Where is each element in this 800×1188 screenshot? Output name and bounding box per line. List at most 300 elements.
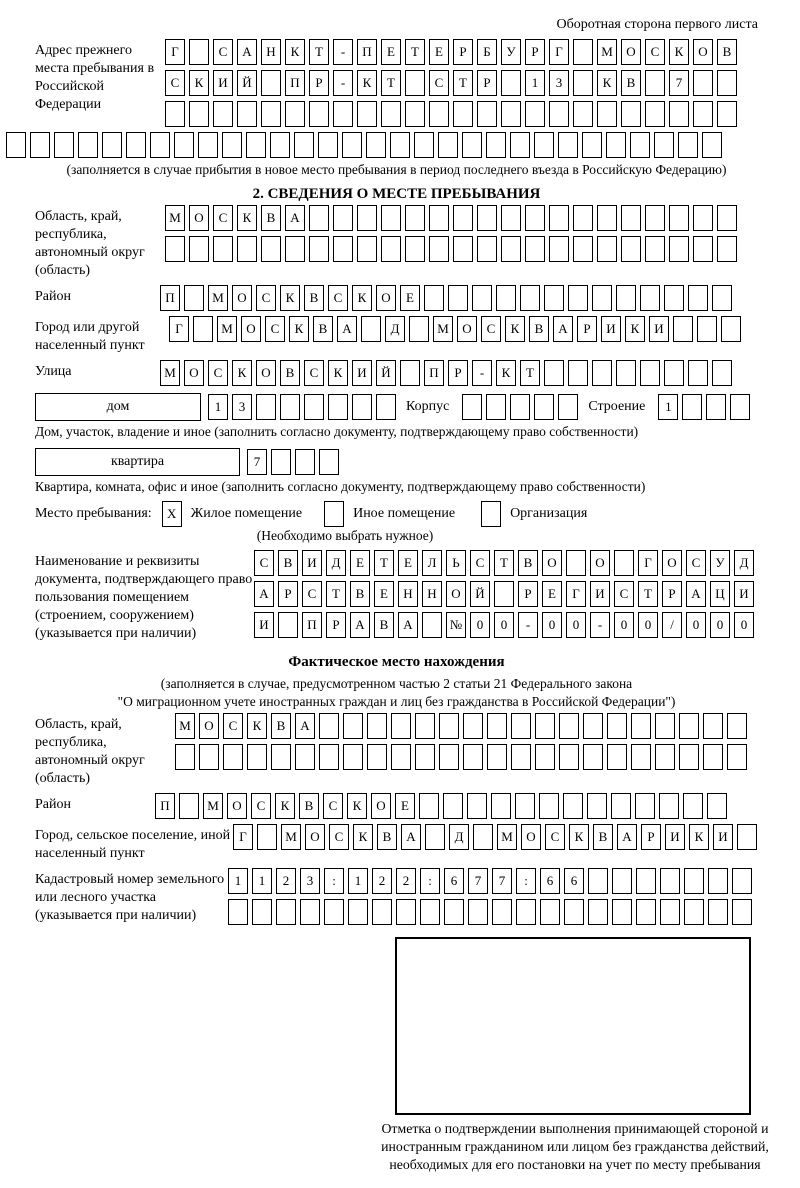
char-cell[interactable]	[558, 394, 578, 420]
char-cell[interactable]: Т	[638, 581, 658, 607]
char-cell[interactable]: Д	[326, 550, 346, 576]
char-cell[interactable]: С	[304, 360, 324, 386]
char-cell[interactable]	[655, 713, 675, 739]
checkbox-organization[interactable]	[481, 501, 501, 527]
char-cell[interactable]: Д	[449, 824, 469, 850]
char-cell[interactable]	[189, 39, 209, 65]
char-cell[interactable]	[333, 236, 353, 262]
char-cell[interactable]: С	[328, 285, 348, 311]
char-cell[interactable]: Д	[734, 550, 754, 576]
char-cell[interactable]	[352, 394, 372, 420]
char-cell[interactable]: К	[280, 285, 300, 311]
char-cell[interactable]: К	[689, 824, 709, 850]
char-cell[interactable]: И	[601, 316, 621, 342]
char-cell[interactable]: К	[328, 360, 348, 386]
char-cell[interactable]: Р	[448, 360, 468, 386]
char-cell[interactable]	[525, 101, 545, 127]
char-cell[interactable]: М	[175, 713, 195, 739]
char-cell[interactable]	[697, 316, 717, 342]
char-cell[interactable]: -	[333, 70, 353, 96]
char-cell[interactable]: 1	[525, 70, 545, 96]
char-cell[interactable]	[422, 612, 442, 638]
char-cell[interactable]: В	[304, 285, 324, 311]
char-cell[interactable]: С	[165, 70, 185, 96]
char-cell[interactable]	[703, 744, 723, 770]
char-cell[interactable]	[693, 70, 713, 96]
char-cell[interactable]	[510, 394, 530, 420]
char-cell[interactable]: С	[429, 70, 449, 96]
char-cell[interactable]	[486, 132, 506, 158]
char-cell[interactable]: И	[649, 316, 669, 342]
char-cell[interactable]: 1	[348, 868, 368, 894]
char-cell[interactable]	[544, 285, 564, 311]
char-cell[interactable]	[78, 132, 98, 158]
char-cell[interactable]	[213, 101, 233, 127]
char-cell[interactable]	[597, 236, 617, 262]
char-cell[interactable]: С	[323, 793, 343, 819]
char-cell[interactable]	[199, 744, 219, 770]
char-cell[interactable]	[540, 899, 560, 925]
char-cell[interactable]	[708, 899, 728, 925]
char-cell[interactable]: П	[285, 70, 305, 96]
char-cell[interactable]	[319, 744, 339, 770]
char-cell[interactable]: 7	[468, 868, 488, 894]
char-cell[interactable]	[688, 360, 708, 386]
char-cell[interactable]	[175, 744, 195, 770]
char-cell[interactable]: 6	[540, 868, 560, 894]
char-cell[interactable]	[486, 394, 506, 420]
char-cell[interactable]: А	[295, 713, 315, 739]
char-cell[interactable]: У	[710, 550, 730, 576]
char-cell[interactable]: И	[665, 824, 685, 850]
char-cell[interactable]: В	[593, 824, 613, 850]
char-cell[interactable]	[534, 394, 554, 420]
char-cell[interactable]: М	[497, 824, 517, 850]
char-cell[interactable]: :	[516, 868, 536, 894]
char-cell[interactable]: Л	[422, 550, 442, 576]
char-cell[interactable]: О	[457, 316, 477, 342]
char-cell[interactable]	[703, 713, 723, 739]
char-cell[interactable]: Е	[374, 581, 394, 607]
char-cell[interactable]	[261, 236, 281, 262]
char-cell[interactable]: К	[669, 39, 689, 65]
char-cell[interactable]	[679, 713, 699, 739]
char-cell[interactable]	[419, 793, 439, 819]
char-cell[interactable]	[683, 793, 703, 819]
char-cell[interactable]: Г	[638, 550, 658, 576]
char-cell[interactable]: Р	[278, 581, 298, 607]
char-cell[interactable]: С	[686, 550, 706, 576]
char-cell[interactable]: В	[280, 360, 300, 386]
char-cell[interactable]	[573, 101, 593, 127]
char-cell[interactable]: Й	[237, 70, 257, 96]
char-cell[interactable]	[678, 132, 698, 158]
char-cell[interactable]: И	[254, 612, 274, 638]
char-cell[interactable]	[189, 101, 209, 127]
char-cell[interactable]: К	[352, 285, 372, 311]
char-cell[interactable]	[707, 793, 727, 819]
char-cell[interactable]	[381, 205, 401, 231]
char-cell[interactable]	[271, 744, 291, 770]
char-cell[interactable]: К	[237, 205, 257, 231]
char-cell[interactable]	[559, 713, 579, 739]
char-cell[interactable]: Н	[422, 581, 442, 607]
char-cell[interactable]	[525, 236, 545, 262]
char-cell[interactable]: 3	[549, 70, 569, 96]
char-cell[interactable]	[616, 285, 636, 311]
char-cell[interactable]: В	[518, 550, 538, 576]
char-cell[interactable]: К	[597, 70, 617, 96]
char-cell[interactable]	[463, 713, 483, 739]
char-cell[interactable]	[535, 744, 555, 770]
char-cell[interactable]	[664, 360, 684, 386]
char-cell[interactable]	[645, 70, 665, 96]
char-cell[interactable]: И	[213, 70, 233, 96]
char-cell[interactable]	[688, 285, 708, 311]
char-cell[interactable]	[462, 394, 482, 420]
char-cell[interactable]	[367, 744, 387, 770]
char-cell[interactable]	[429, 236, 449, 262]
char-cell[interactable]: Т	[381, 70, 401, 96]
char-cell[interactable]	[682, 394, 702, 420]
char-cell[interactable]: С	[256, 285, 276, 311]
char-cell[interactable]: П	[302, 612, 322, 638]
char-cell[interactable]	[592, 285, 612, 311]
char-cell[interactable]	[278, 612, 298, 638]
char-cell[interactable]	[405, 70, 425, 96]
char-cell[interactable]	[252, 899, 272, 925]
char-cell[interactable]: 3	[232, 394, 252, 420]
char-cell[interactable]	[429, 205, 449, 231]
char-cell[interactable]: С	[254, 550, 274, 576]
char-cell[interactable]: Р	[518, 581, 538, 607]
char-cell[interactable]: К	[569, 824, 589, 850]
char-cell[interactable]	[717, 101, 737, 127]
char-cell[interactable]	[174, 132, 194, 158]
char-cell[interactable]: Р	[577, 316, 597, 342]
char-cell[interactable]: 0	[566, 612, 586, 638]
char-cell[interactable]: В	[717, 39, 737, 65]
char-cell[interactable]	[737, 824, 757, 850]
char-cell[interactable]: К	[353, 824, 373, 850]
char-cell[interactable]	[361, 316, 381, 342]
char-cell[interactable]: Е	[395, 793, 415, 819]
char-cell[interactable]: /	[662, 612, 682, 638]
char-cell[interactable]: О	[256, 360, 276, 386]
char-cell[interactable]	[573, 39, 593, 65]
char-cell[interactable]	[409, 316, 429, 342]
char-cell[interactable]	[453, 205, 473, 231]
char-cell[interactable]	[564, 899, 584, 925]
char-cell[interactable]	[511, 744, 531, 770]
char-cell[interactable]: 7	[669, 70, 689, 96]
char-cell[interactable]: Г	[549, 39, 569, 65]
char-cell[interactable]: 1	[228, 868, 248, 894]
char-cell[interactable]	[573, 70, 593, 96]
char-cell[interactable]	[645, 205, 665, 231]
char-cell[interactable]	[444, 899, 464, 925]
char-cell[interactable]: Е	[400, 285, 420, 311]
char-cell[interactable]: Г	[169, 316, 189, 342]
char-cell[interactable]: О	[590, 550, 610, 576]
char-cell[interactable]	[588, 868, 608, 894]
char-cell[interactable]	[727, 713, 747, 739]
char-cell[interactable]	[559, 744, 579, 770]
char-cell[interactable]: С	[481, 316, 501, 342]
char-cell[interactable]: -	[333, 39, 353, 65]
char-cell[interactable]: Н	[261, 39, 281, 65]
char-cell[interactable]: М	[597, 39, 617, 65]
char-cell[interactable]	[539, 793, 559, 819]
char-cell[interactable]	[126, 132, 146, 158]
char-cell[interactable]: И	[713, 824, 733, 850]
char-cell[interactable]	[228, 899, 248, 925]
char-cell[interactable]	[237, 236, 257, 262]
char-cell[interactable]	[510, 132, 530, 158]
char-cell[interactable]	[257, 824, 277, 850]
char-cell[interactable]: Г	[566, 581, 586, 607]
char-cell[interactable]	[712, 285, 732, 311]
char-cell[interactable]: О	[693, 39, 713, 65]
char-cell[interactable]	[472, 285, 492, 311]
char-cell[interactable]	[727, 744, 747, 770]
char-cell[interactable]	[439, 713, 459, 739]
char-cell[interactable]: В	[350, 581, 370, 607]
char-cell[interactable]	[645, 101, 665, 127]
char-cell[interactable]	[462, 132, 482, 158]
char-cell[interactable]: О	[371, 793, 391, 819]
char-cell[interactable]	[165, 236, 185, 262]
char-cell[interactable]	[702, 132, 722, 158]
char-cell[interactable]: Р	[641, 824, 661, 850]
char-cell[interactable]	[496, 285, 516, 311]
char-cell[interactable]: О	[184, 360, 204, 386]
char-cell[interactable]: О	[376, 285, 396, 311]
char-cell[interactable]: А	[237, 39, 257, 65]
char-cell[interactable]: 2	[396, 868, 416, 894]
char-cell[interactable]: Р	[525, 39, 545, 65]
char-cell[interactable]	[165, 101, 185, 127]
char-cell[interactable]	[612, 868, 632, 894]
char-cell[interactable]: В	[271, 713, 291, 739]
char-cell[interactable]: В	[299, 793, 319, 819]
char-cell[interactable]	[684, 899, 704, 925]
char-cell[interactable]	[285, 101, 305, 127]
char-cell[interactable]: С	[302, 581, 322, 607]
char-cell[interactable]: К	[347, 793, 367, 819]
char-cell[interactable]	[261, 70, 281, 96]
char-cell[interactable]	[635, 793, 655, 819]
char-cell[interactable]: О	[241, 316, 261, 342]
char-cell[interactable]: А	[553, 316, 573, 342]
char-cell[interactable]: В	[261, 205, 281, 231]
char-cell[interactable]: К	[625, 316, 645, 342]
char-cell[interactable]: Т	[309, 39, 329, 65]
char-cell[interactable]	[520, 285, 540, 311]
char-cell[interactable]	[309, 101, 329, 127]
char-cell[interactable]	[415, 744, 435, 770]
char-cell[interactable]: А	[254, 581, 274, 607]
char-cell[interactable]	[693, 205, 713, 231]
char-cell[interactable]: Р	[453, 39, 473, 65]
char-cell[interactable]: 0	[542, 612, 562, 638]
char-cell[interactable]	[246, 132, 266, 158]
char-cell[interactable]: 0	[614, 612, 634, 638]
char-cell[interactable]: 0	[734, 612, 754, 638]
char-cell[interactable]: А	[686, 581, 706, 607]
char-cell[interactable]	[563, 793, 583, 819]
char-cell[interactable]	[193, 316, 213, 342]
char-cell[interactable]: Й	[376, 360, 396, 386]
char-cell[interactable]: Е	[542, 581, 562, 607]
char-cell[interactable]: Е	[381, 39, 401, 65]
char-cell[interactable]	[429, 101, 449, 127]
char-cell[interactable]	[405, 101, 425, 127]
char-cell[interactable]: С	[213, 205, 233, 231]
char-cell[interactable]	[376, 394, 396, 420]
char-cell[interactable]	[573, 236, 593, 262]
char-cell[interactable]	[319, 449, 339, 475]
char-cell[interactable]: С	[213, 39, 233, 65]
char-cell[interactable]: :	[324, 868, 344, 894]
char-cell[interactable]	[453, 236, 473, 262]
char-cell[interactable]	[396, 899, 416, 925]
char-cell[interactable]	[706, 394, 726, 420]
char-cell[interactable]	[549, 101, 569, 127]
char-cell[interactable]: В	[377, 824, 397, 850]
char-cell[interactable]	[256, 394, 276, 420]
char-cell[interactable]	[630, 132, 650, 158]
char-cell[interactable]: И	[734, 581, 754, 607]
char-cell[interactable]	[621, 236, 641, 262]
char-cell[interactable]: Ь	[446, 550, 466, 576]
char-cell[interactable]	[237, 101, 257, 127]
char-cell[interactable]	[333, 205, 353, 231]
char-cell[interactable]	[494, 581, 514, 607]
char-cell[interactable]	[636, 899, 656, 925]
char-cell[interactable]: 2	[372, 868, 392, 894]
char-cell[interactable]	[721, 316, 741, 342]
char-cell[interactable]	[669, 101, 689, 127]
char-cell[interactable]: Е	[429, 39, 449, 65]
char-cell[interactable]	[467, 793, 487, 819]
char-cell[interactable]: О	[542, 550, 562, 576]
char-cell[interactable]	[414, 132, 434, 158]
char-cell[interactable]	[621, 101, 641, 127]
char-cell[interactable]: А	[350, 612, 370, 638]
char-cell[interactable]: К	[285, 39, 305, 65]
char-cell[interactable]	[391, 744, 411, 770]
char-cell[interactable]: К	[505, 316, 525, 342]
char-cell[interactable]: Т	[405, 39, 425, 65]
char-cell[interactable]: И	[590, 581, 610, 607]
char-cell[interactable]: П	[155, 793, 175, 819]
char-cell[interactable]: И	[352, 360, 372, 386]
char-cell[interactable]	[655, 744, 675, 770]
char-cell[interactable]	[611, 793, 631, 819]
char-cell[interactable]	[640, 285, 660, 311]
char-cell[interactable]	[621, 205, 641, 231]
char-cell[interactable]	[223, 744, 243, 770]
char-cell[interactable]	[558, 132, 578, 158]
char-cell[interactable]: О	[232, 285, 252, 311]
char-cell[interactable]	[669, 205, 689, 231]
char-cell[interactable]	[535, 713, 555, 739]
char-cell[interactable]	[443, 793, 463, 819]
char-cell[interactable]	[198, 132, 218, 158]
char-cell[interactable]: 0	[710, 612, 730, 638]
char-cell[interactable]	[477, 101, 497, 127]
char-cell[interactable]	[487, 713, 507, 739]
char-cell[interactable]	[597, 101, 617, 127]
char-cell[interactable]	[390, 132, 410, 158]
char-cell[interactable]: 6	[444, 868, 464, 894]
char-cell[interactable]	[491, 793, 511, 819]
char-cell[interactable]	[708, 868, 728, 894]
char-cell[interactable]	[415, 713, 435, 739]
char-cell[interactable]	[501, 101, 521, 127]
char-cell[interactable]: М	[433, 316, 453, 342]
char-cell[interactable]	[276, 899, 296, 925]
char-cell[interactable]	[319, 713, 339, 739]
char-cell[interactable]	[640, 360, 660, 386]
char-cell[interactable]	[597, 205, 617, 231]
char-cell[interactable]	[534, 132, 554, 158]
char-cell[interactable]: М	[160, 360, 180, 386]
char-cell[interactable]	[328, 394, 348, 420]
char-cell[interactable]: О	[199, 713, 219, 739]
char-cell[interactable]: А	[337, 316, 357, 342]
char-cell[interactable]	[468, 899, 488, 925]
char-cell[interactable]: У	[501, 39, 521, 65]
char-cell[interactable]: О	[189, 205, 209, 231]
char-cell[interactable]: Е	[350, 550, 370, 576]
char-cell[interactable]	[573, 205, 593, 231]
char-cell[interactable]: О	[521, 824, 541, 850]
char-cell[interactable]: Т	[326, 581, 346, 607]
char-cell[interactable]: 6	[564, 868, 584, 894]
char-cell[interactable]	[261, 101, 281, 127]
char-cell[interactable]	[6, 132, 26, 158]
char-cell[interactable]: -	[518, 612, 538, 638]
char-cell[interactable]	[516, 899, 536, 925]
char-cell[interactable]: :	[420, 868, 440, 894]
char-cell[interactable]	[184, 285, 204, 311]
char-cell[interactable]: П	[357, 39, 377, 65]
char-cell[interactable]: М	[203, 793, 223, 819]
char-cell[interactable]: В	[374, 612, 394, 638]
char-cell[interactable]	[324, 899, 344, 925]
char-cell[interactable]	[487, 744, 507, 770]
char-cell[interactable]	[568, 285, 588, 311]
char-cell[interactable]	[343, 713, 363, 739]
char-cell[interactable]	[405, 236, 425, 262]
char-cell[interactable]	[717, 70, 737, 96]
char-cell[interactable]	[511, 713, 531, 739]
char-cell[interactable]: 2	[276, 868, 296, 894]
char-cell[interactable]	[189, 236, 209, 262]
char-cell[interactable]	[30, 132, 50, 158]
char-cell[interactable]	[425, 824, 445, 850]
char-cell[interactable]	[453, 101, 473, 127]
char-cell[interactable]: 0	[638, 612, 658, 638]
char-cell[interactable]: Р	[477, 70, 497, 96]
char-cell[interactable]: И	[302, 550, 322, 576]
char-cell[interactable]: С	[470, 550, 490, 576]
char-cell[interactable]: М	[217, 316, 237, 342]
char-cell[interactable]	[607, 713, 627, 739]
char-cell[interactable]: К	[496, 360, 516, 386]
